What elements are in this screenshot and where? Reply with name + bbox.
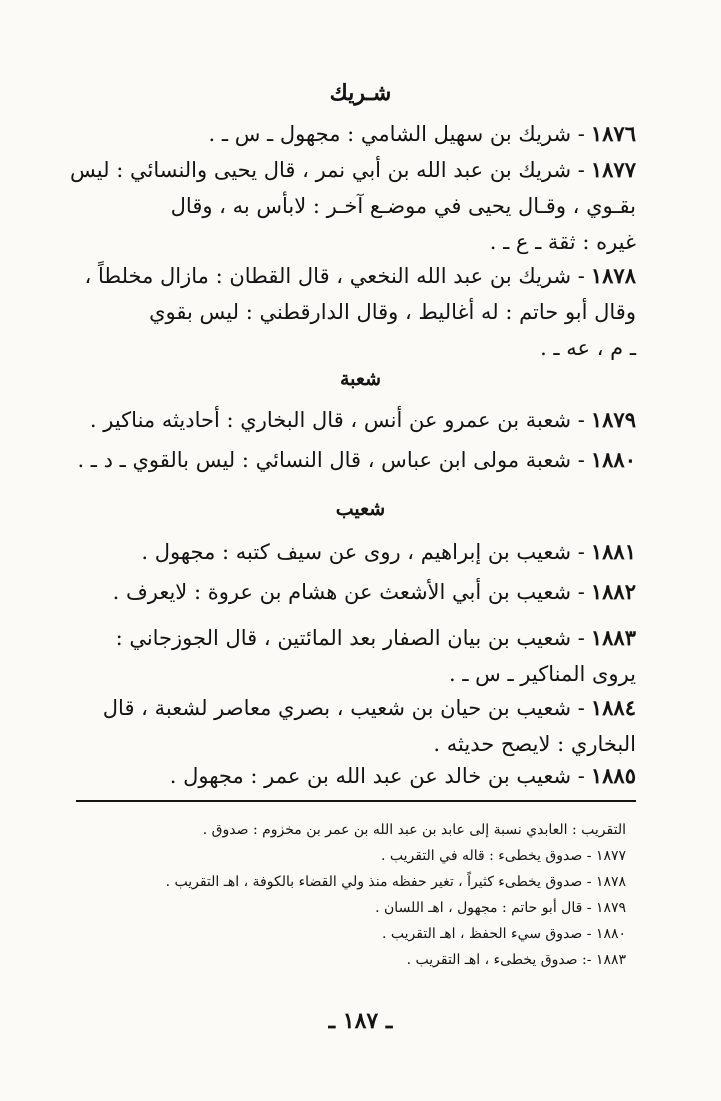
entry-text: - شريك بن عبد الله بن أبي نمر ، قال يحيى والنسائي : ليس xyxy=(70,158,585,182)
entry-text-cont: البخاري : لايصح حديثه . xyxy=(433,732,636,756)
entry-number: ١٨٨٢ xyxy=(590,579,636,604)
entry-1884 xyxy=(76,690,636,762)
entry-1881 xyxy=(76,534,636,570)
section-heading-sharik: شـريك xyxy=(329,80,392,106)
entry-text: - شعيب بن بيان الصفار بعد المائتين ، قال الجوزجاني : xyxy=(115,626,585,650)
footnote: ١٨٨٠ - صدوق سيء الحفظ ، اهـ التقريب . xyxy=(382,926,626,942)
footnote: ١٨٧٩ - قال أبو حاتم : مجهول ، اهـ اللسان . xyxy=(375,900,626,916)
entry-1877 xyxy=(70,152,636,260)
footnote-divider xyxy=(76,800,636,802)
footnote: ١٨٧٧ - صدوق يخطىء : قاله في التقريب . xyxy=(380,848,626,864)
entry-text: - شعيب بن إبراهيم ، روى عن سيف كتبه : مجهول . xyxy=(141,540,585,564)
entry-text-cont: غيره : ثقة ـ ع ـ . xyxy=(489,230,636,254)
entry-text: - شريك بن سهيل الشامي : مجهول ـ س ـ . xyxy=(208,122,585,146)
entry-number: ١٨٨٠ xyxy=(590,447,636,472)
section-heading-shuba: شعبة xyxy=(339,368,381,390)
entry-text-cont: ـ م ، عه ـ . xyxy=(540,336,636,360)
entry-1880 xyxy=(76,442,636,478)
entry-number: ١٨٨١ xyxy=(590,539,636,564)
footnote: التقريب : العابدي نسبة إلى عابد بن عبد الله بن عمر بن مخزوم : صدوق . xyxy=(202,822,626,838)
entry-number: ١٨٧٨ xyxy=(590,263,636,288)
entry-number: ١٨٨٤ xyxy=(590,695,636,720)
entry-number: ١٨٧٩ xyxy=(590,407,636,432)
entry-1882 xyxy=(76,574,636,610)
entry-text: - شعيب بن أبي الأشعث عن هشام بن عروة : لايعرف . xyxy=(112,580,585,604)
entry-text-cont: بقـوي ، وقـال يحيى في موضـع آخـر : لابأس به ، وقال xyxy=(170,194,636,218)
page-number: ـ ١٨٧ ـ xyxy=(328,1008,393,1034)
entry-1885 xyxy=(76,758,636,794)
footnote: ١٨٨٣ -: صدوق يخطىء ، اهـ التقريب . xyxy=(406,952,626,968)
entry-text-cont: وقال أبو حاتم : له أغاليط ، وقال الدارقطني : ليس بقوي xyxy=(149,300,636,324)
entry-1876 xyxy=(76,116,636,152)
footnote: ١٨٧٨ - صدوق يخطىء كثيراً ، تغير حفظه منذ ولي القضاء بالكوفة ، اهـ التقريب . xyxy=(165,874,626,890)
section-heading-shuayb: شعيب xyxy=(335,498,386,520)
entry-1879 xyxy=(76,402,636,438)
entry-text: - شعيب بن خالد عن عبد الله بن عمر : مجهول . xyxy=(169,764,585,788)
entry-number: ١٨٨٣ xyxy=(590,625,636,650)
entry-text-cont: يروى المناكير ـ س ـ . xyxy=(448,662,636,686)
entry-1878 xyxy=(76,258,636,366)
entry-number: ١٨٧٧ xyxy=(590,157,636,182)
entry-number: ١٨٨٥ xyxy=(590,763,636,788)
entry-text: - شعيب بن حيان بن شعيب ، بصري معاصر لشعبة ، قال xyxy=(102,696,585,720)
entry-1883 xyxy=(76,620,636,692)
entry-number: ١٨٧٦ xyxy=(590,121,636,146)
entry-text: - شريك بن عبد الله النخعي ، قال القطان : مازال مخلطاً ، xyxy=(84,264,585,288)
entry-text: - شعبة بن عمرو عن أنس ، قال البخاري : أحاديثه مناكير . xyxy=(89,408,585,432)
entry-text: - شعبة مولى ابن عباس ، قال النسائي : ليس بالقوي ـ د ـ . xyxy=(77,448,585,472)
